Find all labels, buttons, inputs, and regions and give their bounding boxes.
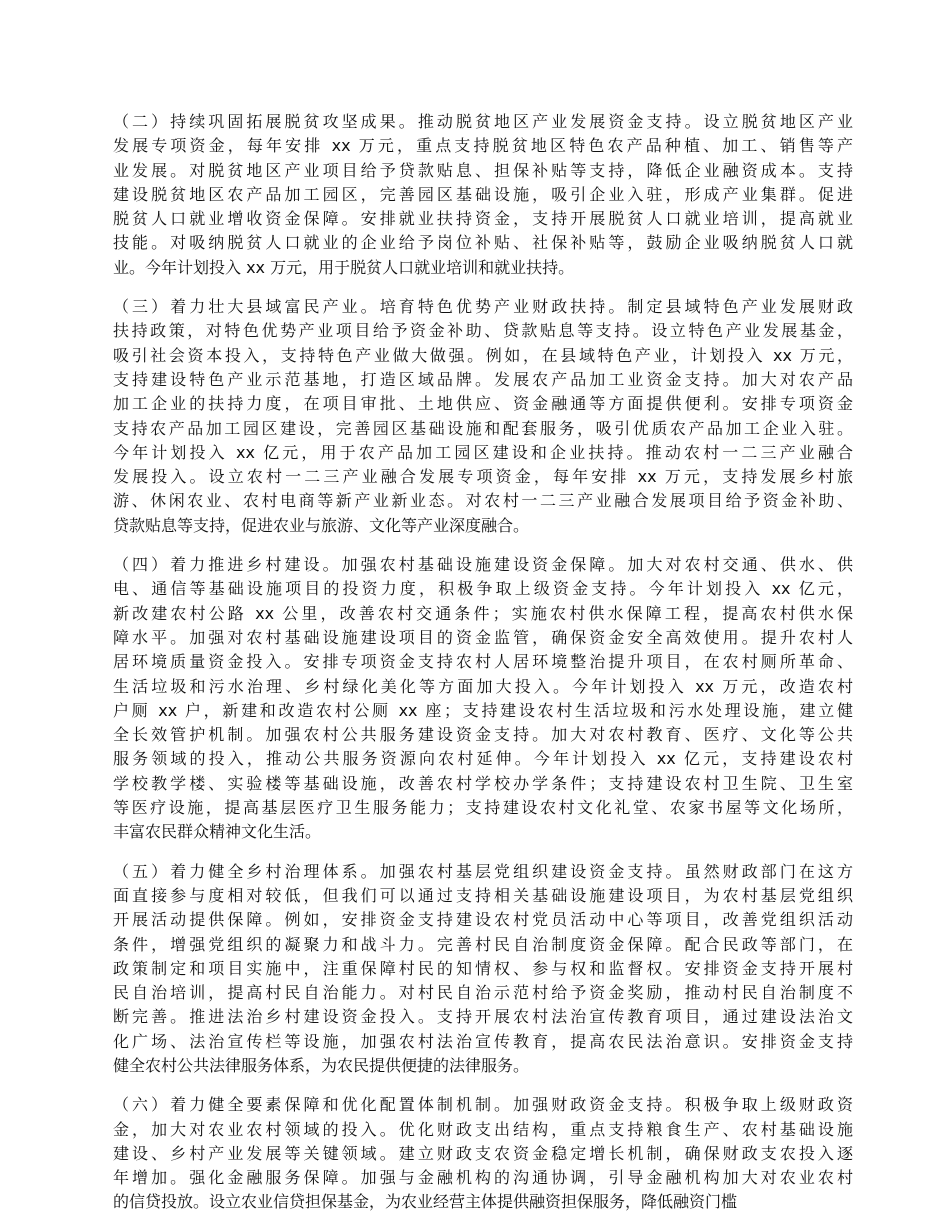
- document-body: [113, 110, 853, 1230]
- paragraph: [113, 110, 853, 280]
- paragraph: [113, 553, 853, 845]
- paragraph-line: 生活垃圾和污水治理、乡村绿化美化等方面加大投入。今年计划投入 xx 万元，改造农村: [113, 676, 853, 696]
- paragraph: [113, 1093, 853, 1214]
- paragraph-line: 化广场、法治宣传栏等设施，加强农村法治宣传教育，提高农民法治意识。安排资金支持: [113, 1031, 853, 1051]
- paragraph-line: 开展活动提供保障。例如，安排资金支持建设农村党员活动中心等项目，改善党组织活动: [113, 910, 853, 930]
- paragraph-line: 建设、乡村产业发展等关键领域。建立财政支农资金稳定增长机制，确保财政支农投入逐: [113, 1143, 853, 1163]
- paragraph-line: 发展投入。设立农村一二三产业融合发展专项资金，每年安排 xx 万元，支持发展乡村旅: [113, 467, 853, 487]
- paragraph-line: 居环境质量资金投入。安排专项资金支持农村人居环境整治提升项目，在农村厕所革命、: [113, 652, 853, 672]
- paragraph-line: 户厕 xx 户，新建和改造农村公厕 xx 座；支持建设农村生活垃圾和污水处理设施，建立健: [113, 700, 853, 720]
- paragraph-line: 今年计划投入 xx 亿元，用于农产品加工园区建设和企业扶持。推动农村一二三产业融合: [113, 442, 853, 462]
- paragraph-line: 业发展。对脱贫地区产业项目给予贷款贴息、担保补贴等支持，降低企业融资成本。支持: [113, 160, 853, 180]
- paragraph-line: 贷款贴息等支持，促进农业与旅游、文化等产业深度融合。: [113, 515, 530, 535]
- paragraph-line: 全长效管护机制。加强农村公共服务建设资金支持。加大对农村教育、医疗、文化等公共: [113, 725, 853, 745]
- paragraph-line: 的信贷投放。设立农业信贷担保基金，为农业经营主体提供融资担保服务，降低融资门槛: [113, 1192, 738, 1212]
- paragraph-line: 政策制定和项目实施中，注重保障村民的知情权、参与权和监督权。安排资金支持开展村: [113, 958, 853, 978]
- paragraph-line: 技能。对吸纳脱贫人口就业的企业给予岗位补贴、社保补贴等，鼓励企业吸纳脱贫人口就: [113, 233, 853, 253]
- paragraph-line: 等医疗设施，提高基层医疗卫生服务能力；支持建设农村文化礼堂、农家书屋等文化场所，: [113, 798, 853, 818]
- paragraph-line: 支持农产品加工园区建设，完善园区基础设施和配套服务，吸引优质农产品加工企业入驻。: [113, 418, 853, 438]
- paragraph-line: 面直接参与度相对较低，但我们可以通过支持相关基础设施建设项目，为农村基层党组织: [113, 885, 853, 905]
- paragraph-line: 金，加大对农业农村领域的投入。优化财政支出结构，重点支持粮食生产、农村基础设施: [113, 1119, 853, 1139]
- paragraph-line: 游、休闲农业、农村电商等新产业新业态。对农村一二三产业融合发展项目给予资金补助、: [113, 491, 853, 511]
- paragraph-line: 断完善。推进法治乡村建设资金投入。支持开展农村法治宣传教育项目，通过建设法治文: [113, 1007, 853, 1027]
- paragraph-line: 年增加。强化金融服务保障。加强与金融机构的沟通协调，引导金融机构加大对农业农村: [113, 1168, 853, 1188]
- paragraph-line: 民自治培训，提高村民自治能力。对村民自治示范村给予资金奖励，推动村民自治制度不: [113, 983, 853, 1003]
- paragraph-line: 吸引社会资本投入，支持特色产业做大做强。例如，在县域特色产业，计划投入 xx 万元，: [113, 345, 853, 365]
- paragraph-line: （四）着力推进乡村建设。加强农村基础设施建设资金保障。加大对农村交通、供水、供: [113, 555, 853, 575]
- paragraph-line: 业。今年计划投入 xx 万元，用于脱贫人口就业培训和就业扶持。: [113, 257, 575, 277]
- paragraph-line: （五）着力健全乡村治理体系。加强农村基层党组织建设资金支持。虽然财政部门在这方: [113, 861, 853, 881]
- paragraph: [113, 295, 853, 538]
- paragraph-line: 丰富农民群众精神文化生活。: [113, 822, 322, 842]
- paragraph-line: 电、通信等基础设施项目的投资力度，积极争取上级资金支持。今年计划投入 xx 亿元，: [113, 579, 853, 599]
- paragraph-line: 加工企业的扶持力度，在项目审批、土地供应、资金融通等方面提供便利。安排专项资金: [113, 394, 853, 414]
- paragraph-line: 支持建设特色产业示范基地，打造区域品牌。发展农产品加工业资金支持。加大对农产品: [113, 369, 853, 389]
- paragraph-line: 脱贫人口就业增收资金保障。安排就业扶持资金，支持开展脱贫人口就业培训，提高就业: [113, 209, 853, 229]
- paragraph-line: 学校教学楼、实验楼等基础设施，改善农村学校办学条件；支持建设农村卫生院、卫生室: [113, 773, 853, 793]
- paragraph-line: （六）着力健全要素保障和优化配置体制机制。加强财政资金支持。积极争取上级财政资: [113, 1095, 853, 1115]
- paragraph: [113, 860, 853, 1079]
- paragraph-line: 发展专项资金，每年安排 xx 万元，重点支持脱贫地区特色农产品种植、加工、销售等产: [113, 136, 853, 156]
- paragraph-line: 条件，增强党组织的凝聚力和战斗力。完善村民自治制度资金保障。配合民政等部门，在: [113, 934, 853, 954]
- paragraph-line: 障水平。加强对农村基础设施建设项目的资金监管，确保资金安全高效使用。提升农村人: [113, 627, 853, 647]
- paragraph-line: 新改建农村公路 xx 公里，改善农村交通条件；实施农村供水保障工程，提高农村供水保: [113, 603, 853, 623]
- paragraph-line: （三）着力壮大县域富民产业。培育特色优势产业财政扶持。制定县域特色产业发展财政: [113, 297, 853, 317]
- paragraph-line: 扶持政策，对特色优势产业项目给予资金补助、贷款贴息等支持。设立特色产业发展基金，: [113, 321, 853, 341]
- paragraph-line: 建设脱贫地区农产品加工园区，完善园区基础设施，吸引企业入驻，形成产业集群。促进: [113, 184, 853, 204]
- paragraph-line: 服务领域的投入，推动公共服务资源向农村延伸。今年计划投入 xx 亿元，支持建设农村: [113, 749, 853, 769]
- paragraph-line: （二）持续巩固拓展脱贫攻坚成果。推动脱贫地区产业发展资金支持。设立脱贫地区产业: [113, 112, 853, 131]
- paragraph-line: 健全农村公共法律服务体系，为农民提供便捷的法律服务。: [113, 1055, 530, 1075]
